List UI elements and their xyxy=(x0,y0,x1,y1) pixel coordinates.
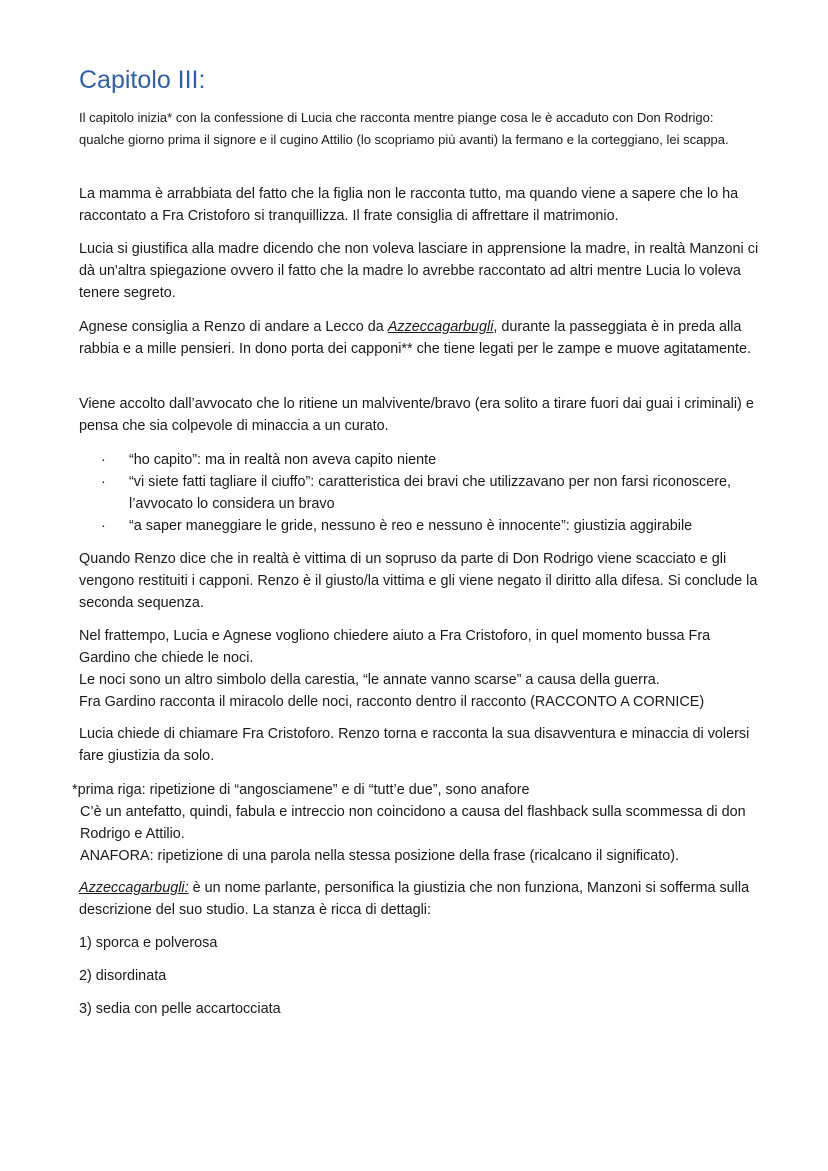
bullet-list xyxy=(79,449,759,537)
list-item: · “a saper maneggiare le gride, nessuno è reo e nessuno è innocente”: giustizia aggirabile xyxy=(79,515,759,537)
paragraph-4: Agnese consiglia a Renzo di andare a Lecco da Azzeccagarbugli, durante la passeggiata è in preda alla rabbia e a mille pensieri. In dono porta dei capponi** che tiene legati per le zampe e muove agitatamente. xyxy=(79,319,751,357)
paragraph-8: Lucia chiede di chiamare Fra Cristoforo. Renzo torna e racconta la sua disavventura e minaccia di volersi fare giustizia da solo. xyxy=(79,726,750,764)
numbered-item-3: 3) sedia con pelle accartocciata xyxy=(79,1001,281,1017)
paragraph-6: Quando Renzo dice che in realtà è vittima di un sopruso da parte di Don Rodrigo viene scacciato e gli vengono restituiti i capponi. Renzo è il giusto/la vittima e gli viene negato il diritto alla difesa. Si conclude la seconda sequenza. xyxy=(79,551,758,611)
footnotes xyxy=(72,779,762,867)
paragraph-7: Nel frattempo, Lucia e Agnese vogliono chiedere aiuto a Fra Cristoforo, in quel momento bussa Fra Gardino che chiede le noci. Le noci sono un altro simbolo della carestia, “le annate vanno scarse” a causa della guerra. Fra Gardino racconta il miracolo delle noci, racconto dentro il racconto (RACCONTO A CORNICE) xyxy=(79,628,711,710)
paragraph-2: La mamma è arrabbiata del fatto che la figlia non le racconta tutto, ma quando viene a sapere che lo ha raccontato a Fra Cristoforo si tranquillizza. Il frate consiglia di affrettare il matrimonio. xyxy=(79,186,739,224)
list-item: · “vi siete fatti tagliare il ciuffo”: caratteristica dei bravi che utilizzavano per non farsi riconoscere, l’avvocato lo considera un bravo xyxy=(79,471,759,515)
paragraph-3: Lucia si giustifica alla madre dicendo che non voleva lasciare in apprensione la madre, in realtà Manzoni ci dà un'altra spiegazione ovvero il fatto che la madre lo avrebbe raccontato ad altri mentre Lucia lo voleva tenere segreto. xyxy=(79,241,759,301)
paragraph-1: Il capitolo inizia* con la confessione di Lucia che racconta mentre piange cosa le è accaduto con Don Rodrigo: qualche giorno prima il signore e il cugino Attilio (lo scopriamo più avanti) la fermano e la corteggiano, lei scappa. xyxy=(79,110,729,147)
numbered-item-2: 2) disordinata xyxy=(79,968,167,984)
chapter-title: Capitolo III: xyxy=(79,66,206,94)
footnote-2: C’è un antefatto, quindi, fabula e intreccio non coincidono a causa del flashback sulla scommessa di don Rodrigo e Attilio. xyxy=(80,804,746,842)
paragraph-9: Azzeccagarbugli: è un nome parlante, personifica la giustizia che non funziona, Manzoni si sofferma sulla descrizione del suo studio. La stanza è ricca di dettagli: xyxy=(79,880,750,918)
footnote-1: *prima riga: ripetizione di “angosciamene” e di “tutt’e due”, sono anafore xyxy=(72,782,530,798)
azzeccagarbugli-name: Azzeccagarbugli xyxy=(387,319,494,335)
azzeccagarbugli-label: Azzeccagarbugli: xyxy=(79,880,189,896)
footnote-3: ANAFORA: ripetizione di una parola nella stessa posizione della frase (ricalcano il significato). xyxy=(80,848,680,864)
paragraph-5: Viene accolto dall’avvocato che lo ritiene un malvivente/bravo (era solito a tirare fuori dai guai i criminali) e pensa che sia colpevole di minaccia a un curato. xyxy=(79,396,754,434)
list-item: · “ho capito”: ma in realtà non aveva capito niente xyxy=(79,449,759,471)
numbered-item-1: 1) sporca e polverosa xyxy=(79,935,218,951)
